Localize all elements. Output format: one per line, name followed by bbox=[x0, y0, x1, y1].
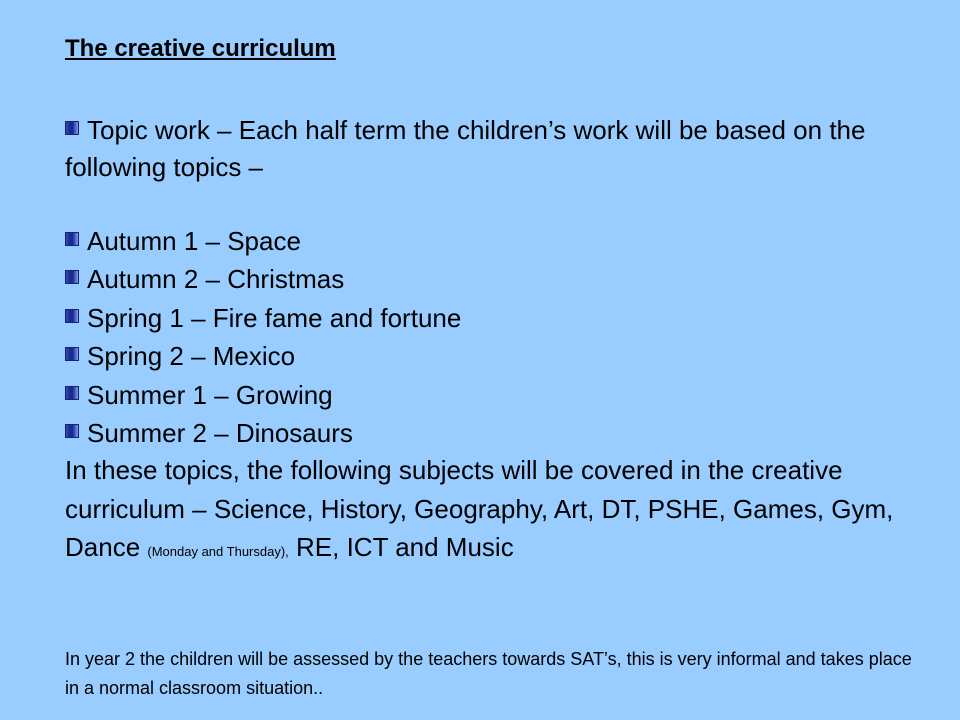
square-bullet-icon bbox=[65, 121, 79, 135]
subjects-text: In these topics, the following subjects will be covered in the creative curriculum – Science, History, Geography, Art, DT, PSHE, Games, Gym, Dance bbox=[65, 455, 894, 562]
topic-label: Autumn 1 – Space bbox=[87, 226, 301, 256]
topics-list bbox=[65, 222, 905, 452]
dance-days-note: (Monday and Thursday), bbox=[147, 544, 289, 559]
square-bullet-icon bbox=[65, 386, 79, 400]
topic-label: Spring 2 – Mexico bbox=[87, 341, 296, 372]
topic-label: Summer 2 – Dinosaurs bbox=[87, 418, 353, 449]
square-bullet-icon bbox=[65, 347, 79, 361]
list-item bbox=[65, 222, 905, 260]
square-bullet-icon bbox=[65, 424, 79, 438]
list-item bbox=[65, 260, 905, 298]
square-bullet-icon bbox=[65, 270, 79, 284]
assessment-note: In year 2 the children will be assessed by the teachers towards SAT’s, this is very informal and takes place in a normal classroom situation.. bbox=[65, 649, 912, 698]
square-bullet-icon bbox=[65, 309, 79, 323]
list-item bbox=[65, 414, 905, 452]
intro-text: Topic work – Each half term the children’s work will be based on the following topics – bbox=[65, 115, 866, 182]
topic-label: Autumn 2 – Christmas bbox=[87, 264, 345, 295]
list-item bbox=[65, 376, 905, 414]
list-item bbox=[65, 337, 905, 375]
subjects-text-end: RE, ICT and Music bbox=[288, 532, 514, 562]
topic-label: Spring 1 – Fire fame and fortune bbox=[87, 302, 462, 333]
list-item bbox=[65, 299, 905, 337]
square-bullet-icon bbox=[65, 232, 79, 246]
topic-label: Summer 1 – Growing bbox=[87, 379, 333, 410]
intro-paragraph bbox=[65, 112, 905, 186]
slide-title: The creative curriculum bbox=[65, 35, 336, 62]
subjects-paragraph bbox=[65, 451, 915, 572]
